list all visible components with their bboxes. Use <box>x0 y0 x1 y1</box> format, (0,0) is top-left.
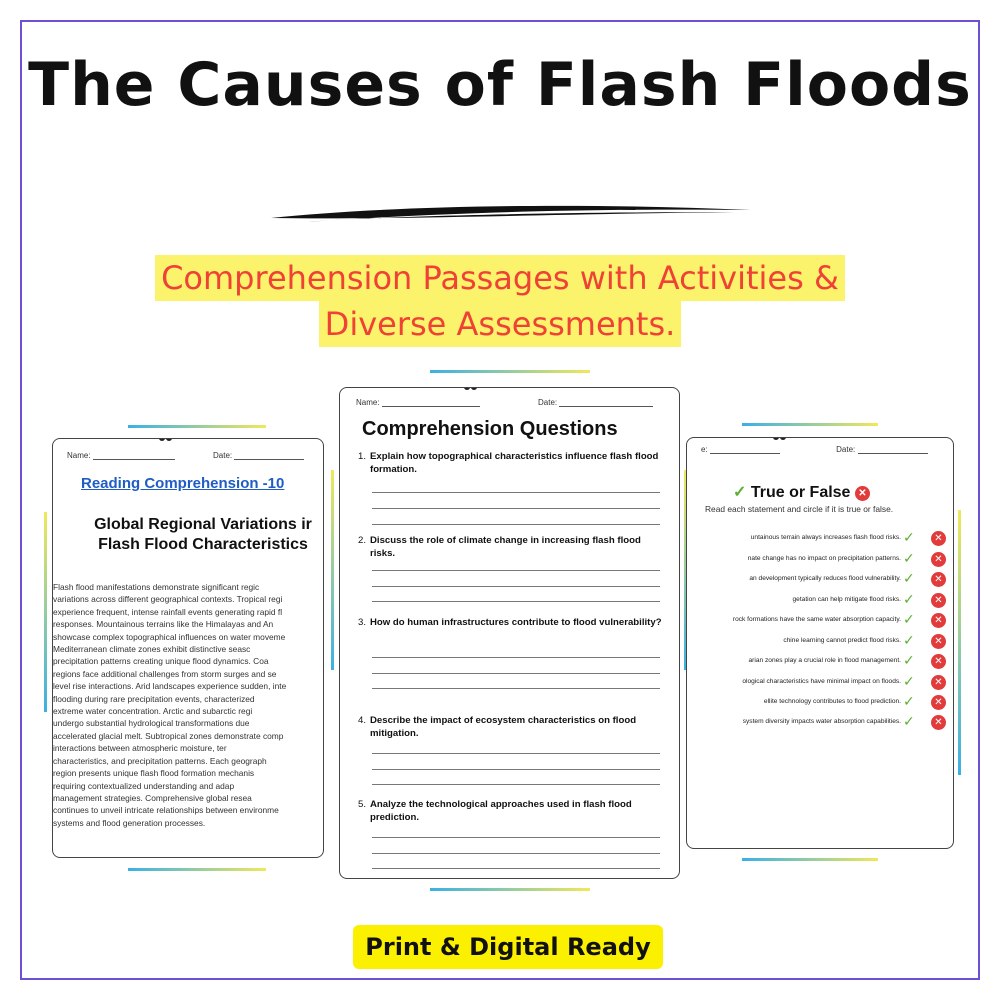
worksheet-true-or-false <box>686 437 954 849</box>
name-date-row <box>356 398 676 407</box>
question-text: Discuss the role of climate change in increasing flash flood risks. <box>370 535 641 559</box>
question-number: 5. <box>358 799 367 810</box>
question-item <box>358 714 663 740</box>
answer-line[interactable] <box>372 853 660 854</box>
answer-line[interactable] <box>372 492 660 493</box>
questions-heading: Comprehension Questions <box>362 418 618 440</box>
answer-line[interactable] <box>372 784 660 785</box>
statement-text: an development typically reduces flood vulnerability. <box>749 575 901 582</box>
passage-line: accelerated glacial melt. Subtropical zones demonstrate comp <box>53 730 284 741</box>
statement-text: getation can help mitigate flood risks. <box>792 596 901 603</box>
answer-line[interactable] <box>372 769 660 770</box>
statement-text: ological characteristics have minimal impact on floods. <box>742 678 901 685</box>
false-cross-icon[interactable]: ✕ <box>931 593 946 608</box>
name-field[interactable] <box>93 452 175 460</box>
truefalse-row <box>687 551 954 567</box>
statement-text: system diversity impacts water absorption capabilities. <box>742 718 901 725</box>
question-text: Explain how topographical characteristics influence flash flood formation. <box>370 451 659 475</box>
false-cross-icon[interactable]: ✕ <box>931 695 946 710</box>
worksheet-comprehension-questions <box>339 387 680 879</box>
passage-title-line: Flash Flood Characteristics <box>98 536 308 553</box>
answer-line[interactable] <box>372 586 660 587</box>
subtitle-line-2: Diverse Assessments. <box>319 301 682 347</box>
truefalse-row <box>687 674 954 690</box>
true-check-icon[interactable]: ✓ <box>903 714 915 730</box>
truefalse-row <box>687 694 954 710</box>
binder-ring-icon <box>464 387 478 392</box>
name-date-row <box>67 451 317 460</box>
true-check-icon[interactable]: ✓ <box>903 530 915 546</box>
false-cross-icon[interactable]: ✕ <box>931 675 946 690</box>
page-title: The Causes of Flash Floods <box>28 50 972 120</box>
deco-line <box>430 370 590 373</box>
passage-line: showcase complex topographical influences on water moveme <box>53 631 286 642</box>
question-item <box>358 534 663 560</box>
truefalse-heading <box>733 482 870 502</box>
statement-text: ellite technology contributes to flood prediction. <box>763 698 901 705</box>
name-field[interactable] <box>710 446 780 454</box>
answer-line[interactable] <box>372 868 660 869</box>
truefalse-row <box>687 530 954 546</box>
passage-line: Mediterranean climate zones exhibit distinctive seasc <box>53 644 251 655</box>
question-item <box>358 616 663 629</box>
false-cross-icon[interactable]: ✕ <box>931 572 946 587</box>
truefalse-row <box>687 592 954 608</box>
name-label: Name: <box>356 398 380 407</box>
statement-text: nate change has no impact on precipitation patterns. <box>747 555 901 562</box>
answer-line[interactable] <box>372 570 660 571</box>
answer-line[interactable] <box>372 753 660 754</box>
answer-line[interactable] <box>372 673 660 674</box>
passage-line: level rise interactions. Arid landscapes experience sudden, inte <box>53 681 287 692</box>
true-check-icon[interactable]: ✓ <box>903 551 915 567</box>
passage-line: interactions between atmospheric moisture, ter <box>53 743 227 754</box>
true-check-icon[interactable]: ✓ <box>903 592 915 608</box>
question-number: 3. <box>358 617 367 628</box>
truefalse-instruction: Read each statement and circle if it is true or false. <box>705 504 894 514</box>
true-check-icon[interactable]: ✓ <box>903 653 915 669</box>
truefalse-row <box>687 571 954 587</box>
answer-line[interactable] <box>372 524 660 525</box>
question-item <box>358 798 663 824</box>
cross-circle-icon: ✕ <box>855 486 870 501</box>
passage-line: precipitation patterns creating unique flood dynamics. Coa <box>53 656 269 667</box>
answer-line[interactable] <box>372 688 660 689</box>
date-label: Date: <box>213 451 233 460</box>
true-check-icon[interactable]: ✓ <box>903 571 915 587</box>
passage-line: regions face additional challenges from storm surges and se <box>53 668 277 679</box>
question-item <box>358 450 663 476</box>
false-cross-icon[interactable]: ✕ <box>931 531 946 546</box>
question-number: 2. <box>358 535 367 546</box>
statement-text: rock formations have the same water absorption capacity. <box>732 616 901 623</box>
passage-line: requiring contextualized understanding and adap <box>53 780 235 791</box>
binder-ring-icon <box>159 438 173 443</box>
passage-line: region presents unique flash flood formation mechanis <box>53 768 255 779</box>
reading-heading: Reading Comprehension -10 <box>81 475 285 492</box>
false-cross-icon[interactable]: ✕ <box>931 634 946 649</box>
date-field[interactable] <box>559 399 653 407</box>
question-text: Describe the impact of ecosystem characteristics on flood mitigation. <box>370 715 637 739</box>
question-number: 4. <box>358 715 367 726</box>
name-label: e: <box>701 445 708 454</box>
name-field[interactable] <box>382 399 480 407</box>
passage-title-line: Global Regional Variations ir <box>94 516 312 533</box>
truefalse-row <box>687 612 954 628</box>
answer-line[interactable] <box>372 837 660 838</box>
question-number: 1. <box>358 451 367 462</box>
question-text: Analyze the technological approaches used in flash flood prediction. <box>370 799 632 823</box>
truefalse-heading-text: True or False <box>750 484 851 501</box>
answer-line[interactable] <box>372 508 660 509</box>
false-cross-icon[interactable]: ✕ <box>931 613 946 628</box>
statement-text: chine learning cannot predict flood risks. <box>783 637 901 644</box>
question-text: How do human infrastructures contribute to flood vulnerability? <box>370 617 662 628</box>
passage-line: extreme water concentration. Arctic and subarctic regi <box>53 706 253 717</box>
passage-body <box>53 581 324 829</box>
passage-line: flooding during rare precipitation events, characterized <box>53 693 255 704</box>
deco-line <box>128 425 266 428</box>
binder-ring-icon <box>773 437 787 442</box>
deco-line <box>44 512 47 712</box>
deco-line <box>958 510 961 775</box>
deco-line <box>742 858 878 861</box>
truefalse-row <box>687 633 954 649</box>
deco-line <box>430 888 590 891</box>
passage-line: Flash flood manifestations demonstrate significant regic <box>53 582 260 592</box>
date-label: Date: <box>538 398 558 407</box>
passage-line: variations across different geographical contexts. Tropical regi <box>53 594 283 605</box>
true-check-icon[interactable]: ✓ <box>903 612 915 628</box>
date-field[interactable] <box>234 452 304 460</box>
true-check-icon[interactable]: ✓ <box>903 633 915 649</box>
passage-line: systems and flood generation processes. <box>53 817 206 828</box>
passage-line: management strategies. Comprehensive global resea <box>53 792 252 803</box>
deco-line <box>742 423 878 426</box>
subtitle-line-1: Comprehension Passages with Activities & <box>155 255 845 301</box>
deco-line <box>128 868 266 871</box>
true-check-icon[interactable]: ✓ <box>903 694 915 710</box>
passage-line: undergo substantial hydrological transformations due <box>53 718 250 729</box>
passage-line: experience frequent, intense rainfall events generating rapid fl <box>53 606 283 617</box>
false-cross-icon[interactable]: ✕ <box>931 654 946 669</box>
print-digital-badge: Print & Digital Ready <box>353 925 663 969</box>
statement-text: arian zones play a crucial role in flood management. <box>748 657 901 664</box>
worksheet-reading-passage <box>52 438 324 858</box>
answer-line[interactable] <box>372 601 660 602</box>
true-check-icon[interactable]: ✓ <box>903 674 915 690</box>
truefalse-row <box>687 653 954 669</box>
passage-title <box>53 515 324 555</box>
deco-line <box>331 470 334 670</box>
name-label: Name: <box>67 451 91 460</box>
answer-line[interactable] <box>372 657 660 658</box>
truefalse-row <box>687 714 954 730</box>
passage-line: characteristics, and precipitation patterns. Each geograph <box>53 755 267 766</box>
check-icon: ✓ <box>733 484 747 501</box>
passage-line: responses. Mountainous terrains like the Himalayas and An <box>53 619 274 630</box>
name-date-row <box>701 445 951 454</box>
false-cross-icon[interactable]: ✕ <box>931 715 946 730</box>
date-label: Date: <box>836 445 856 454</box>
brush-stroke-divider <box>265 200 755 226</box>
date-field[interactable] <box>858 446 928 454</box>
subtitle <box>0 255 1000 347</box>
passage-line: continues to unveil intricate relationships between environme <box>53 805 279 816</box>
statement-text: untainous terrain always increases flash flood risks. <box>750 534 901 541</box>
false-cross-icon[interactable]: ✕ <box>931 552 946 567</box>
